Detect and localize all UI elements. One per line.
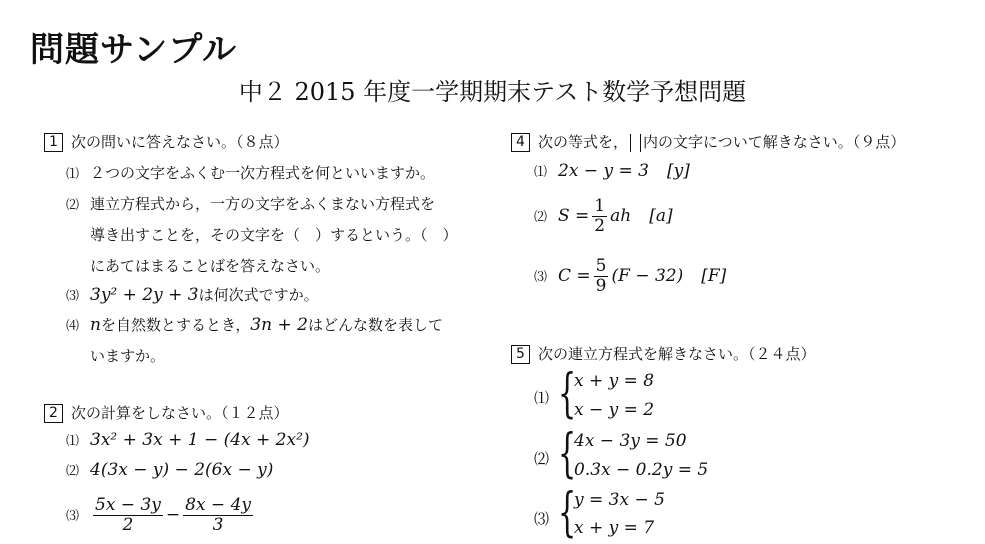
item-text: はどんな数を表して bbox=[308, 316, 444, 334]
question-number-box: 4 bbox=[511, 133, 530, 152]
page-header-label: 問題サンプル bbox=[30, 30, 237, 70]
item-math: 3n + 2 bbox=[250, 315, 308, 335]
solve-variable: [y] bbox=[666, 161, 690, 181]
item-text: を自然数とするとき， bbox=[100, 316, 251, 334]
item-number: ⑶ bbox=[66, 289, 80, 304]
question-text: 次の問いに答えなさい。（８点） bbox=[71, 133, 289, 151]
fraction-denominator: 9 bbox=[595, 276, 607, 296]
item-number: ⑵ bbox=[534, 210, 548, 225]
solve-variable: [F] bbox=[701, 266, 727, 286]
item-math: 3y² + 2y + 3 bbox=[90, 285, 199, 305]
item-number: ⑷ bbox=[66, 319, 80, 334]
fraction-denominator: 2 bbox=[122, 515, 134, 535]
item-math: 4(3x − y) − 2(6x − y) bbox=[90, 460, 274, 480]
q1-item-3 bbox=[66, 284, 319, 305]
solve-variable: [a] bbox=[649, 206, 673, 226]
fraction bbox=[183, 496, 253, 535]
question-text: 内の文字について解きなさい。（９点） bbox=[643, 133, 906, 151]
item-number: ⑴ bbox=[66, 167, 80, 182]
item-math: 2x − y = 3 bbox=[558, 161, 649, 181]
bracket-symbol bbox=[630, 134, 641, 152]
q5-item-2-number: ⑵ bbox=[534, 450, 550, 468]
item-text: ２つの文字をふくむ一次方程式を何といいますか。 bbox=[90, 164, 436, 182]
question-number-box: 2 bbox=[44, 404, 63, 423]
question-1-heading bbox=[44, 131, 289, 152]
q2-item-2 bbox=[66, 460, 273, 480]
fraction-numerator: 5 bbox=[595, 256, 607, 276]
item-number: ⑶ bbox=[66, 509, 80, 524]
question-2-heading bbox=[44, 402, 289, 423]
fraction-numerator: 1 bbox=[594, 196, 606, 216]
question-number-box: 1 bbox=[44, 133, 63, 152]
item-math: S = bbox=[558, 206, 590, 226]
system-brace: { bbox=[558, 483, 577, 543]
q2-item-3 bbox=[66, 496, 256, 535]
system-brace: { bbox=[558, 424, 577, 484]
system-equation: y = 3x − 5 bbox=[574, 490, 665, 510]
fraction bbox=[93, 496, 163, 535]
q1-item-2-line2: 導き出すことを，その文字を（ ）するという。（ ） bbox=[90, 226, 458, 244]
item-number: ⑵ bbox=[66, 464, 80, 479]
item-math: C = bbox=[558, 266, 591, 286]
question-5-heading bbox=[511, 343, 816, 364]
system-brace: { bbox=[558, 364, 577, 424]
fraction-numerator: 5x − 3y bbox=[95, 495, 161, 515]
system-equation: 4x − 3y = 50 bbox=[574, 431, 687, 451]
item-math: n bbox=[90, 315, 101, 335]
fraction-denominator: 2 bbox=[594, 216, 606, 236]
item-number: ⑴ bbox=[66, 434, 80, 449]
fraction bbox=[594, 257, 609, 296]
question-4-heading bbox=[511, 131, 905, 152]
system-equation: x + y = 8 bbox=[574, 371, 655, 391]
question-text: 次の連立方程式を解きなさい。（２４点） bbox=[538, 345, 816, 363]
system-equation: x − y = 2 bbox=[574, 400, 655, 420]
item-number: ⑴ bbox=[534, 165, 548, 180]
document-title: 中２ 2015 年度一学期期末テスト数学予想問題 bbox=[238, 78, 747, 106]
q1-item-4-line2: いますか。 bbox=[90, 347, 166, 365]
question-text: 次の等式を， bbox=[538, 133, 629, 151]
system-equation: 0.3x − 0.2y = 5 bbox=[574, 460, 709, 480]
operator: − bbox=[165, 505, 181, 525]
q2-item-1 bbox=[66, 430, 310, 450]
item-number: ⑶ bbox=[534, 270, 548, 285]
q5-item-1-number: ⑴ bbox=[534, 389, 550, 407]
question-text: 次の計算をしなさい。（１２点） bbox=[71, 404, 289, 422]
item-number: ⑵ bbox=[66, 198, 80, 213]
q1-item-4 bbox=[66, 314, 443, 335]
item-text: は何次式ですか。 bbox=[198, 286, 319, 304]
fraction-numerator: 8x − 4y bbox=[185, 495, 251, 515]
q5-item-3-number: ⑶ bbox=[534, 510, 550, 528]
q1-item-2 bbox=[66, 193, 435, 214]
q4-item-3 bbox=[534, 257, 726, 296]
q1-item-2-line3: にあてはまることばを答えなさい。 bbox=[90, 257, 331, 275]
q4-item-2 bbox=[534, 197, 673, 236]
item-text: 連立方程式から，一方の文字をふくまない方程式を bbox=[90, 195, 436, 213]
q1-item-1 bbox=[66, 162, 435, 183]
system-equation: x + y = 7 bbox=[574, 518, 655, 538]
item-math: ah bbox=[610, 206, 632, 226]
question-number-box: 5 bbox=[511, 345, 530, 364]
q4-item-1 bbox=[534, 161, 690, 181]
fraction-denominator: 3 bbox=[212, 515, 224, 535]
item-math: (F − 32) bbox=[611, 266, 684, 286]
fraction bbox=[592, 197, 607, 236]
item-math: 3x² + 3x + 1 − (4x + 2x²) bbox=[90, 430, 310, 450]
